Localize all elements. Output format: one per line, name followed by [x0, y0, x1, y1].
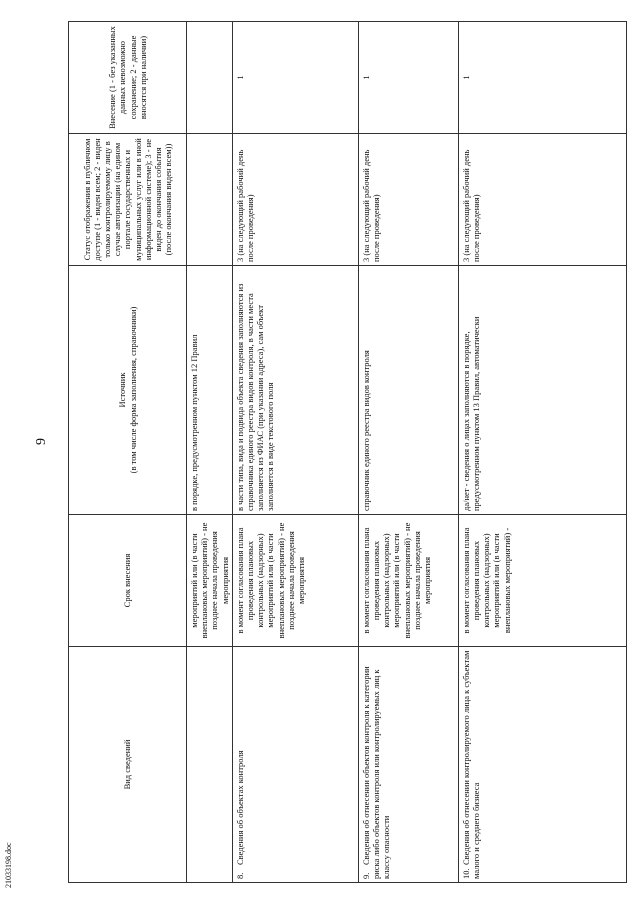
cell-empty: [187, 134, 233, 266]
cell-source: в части типа, вида и подвида объекта сведения заполняются из справочника единого реестра видов контроля, в части места заполняется из ФИАС (при указании адреса), сам объект заполняется в виде текстового поля: [232, 266, 358, 515]
cell-entry: 1: [358, 22, 458, 134]
cell-term: в момент согласования плана проведения плановых контрольных (надзорных) мероприятий или (в части внеплановых мероприятий) -: [458, 515, 626, 647]
header-kind: Вид сведений: [69, 647, 187, 883]
cell-empty: [187, 647, 233, 883]
cell-term: в момент согласования плана проведения плановых контрольных (надзорных) мероприятий или (в части внеплановых мероприятий) - не позднее начала проведения мероприятия: [232, 515, 358, 647]
table-row: [232, 22, 358, 883]
cell-kind: [232, 647, 358, 883]
cell-status: 3 (на следующий рабочий день после проведения): [458, 134, 626, 266]
data-table: [68, 21, 627, 883]
row-number: 10.: [460, 868, 471, 879]
header-status: Статус отображения в публичном доступе (1 - виден всем; 2 - виден только контролируемому лицу в случае авторизации (на едином портале государственных и муниципальных услуг или в иной информационной системе); 3 - не виден до окончания события (после окончания виден всем)): [69, 134, 187, 266]
rotated-table-container: [68, 22, 624, 883]
row-number: 8.: [234, 872, 245, 879]
table-row-continuation: [187, 22, 233, 883]
cell-empty: [187, 22, 233, 134]
header-source: Источник (в том числе форма заполнения, справочники): [69, 266, 187, 515]
cell-term: в момент согласования плана проведения плановых контрольных (надзорных) мероприятий или (в части внеплановых мероприятий) - не позднее начала проведения мероприятия: [358, 515, 458, 647]
cell-status: 3 (на следующий рабочий день после проведения): [232, 134, 358, 266]
header-entry: Внесение (1 - без указанных данных невозможно сохранение; 2 - данные вносятся при наличии): [69, 22, 187, 134]
cell-kind: [458, 647, 626, 883]
cell-source: в порядке, предусмотренном пунктом 12 Правил: [187, 266, 233, 515]
row-number: 9.: [360, 872, 371, 879]
cell-term: мероприятий или (в части внеплановых мероприятий) - не позднее начала проведения мероприятия: [187, 515, 233, 647]
row-kind-text: Сведения об объектах контроля: [234, 750, 245, 865]
header-term: Срок внесения: [69, 515, 187, 647]
footer-filename: 21033198.doc: [4, 842, 13, 888]
table-row: [458, 22, 626, 883]
cell-source: справочник единого реестра видов контроля: [358, 266, 458, 515]
cell-source: да/нет - сведения о лицах заполняются в порядке, предусмотренном пунктом 13 Правил, автоматически: [458, 266, 626, 515]
table-header-row: [69, 22, 187, 883]
table-row: [358, 22, 458, 883]
row-kind-text: Сведения об отнесении контролируемого лица к субъектам малого и среднего бизнеса: [460, 650, 481, 879]
cell-status: 3 (на следующий рабочий день после проведения): [358, 134, 458, 266]
cell-kind: [358, 647, 458, 883]
page-number: 9: [34, 438, 49, 445]
row-kind-text: Сведения об отнесении объектов контроля к категории риска либо объектов контроля или контролируемых лиц к классу опасности: [360, 666, 392, 879]
cell-entry: 1: [458, 22, 626, 134]
cell-entry: 1: [232, 22, 358, 134]
